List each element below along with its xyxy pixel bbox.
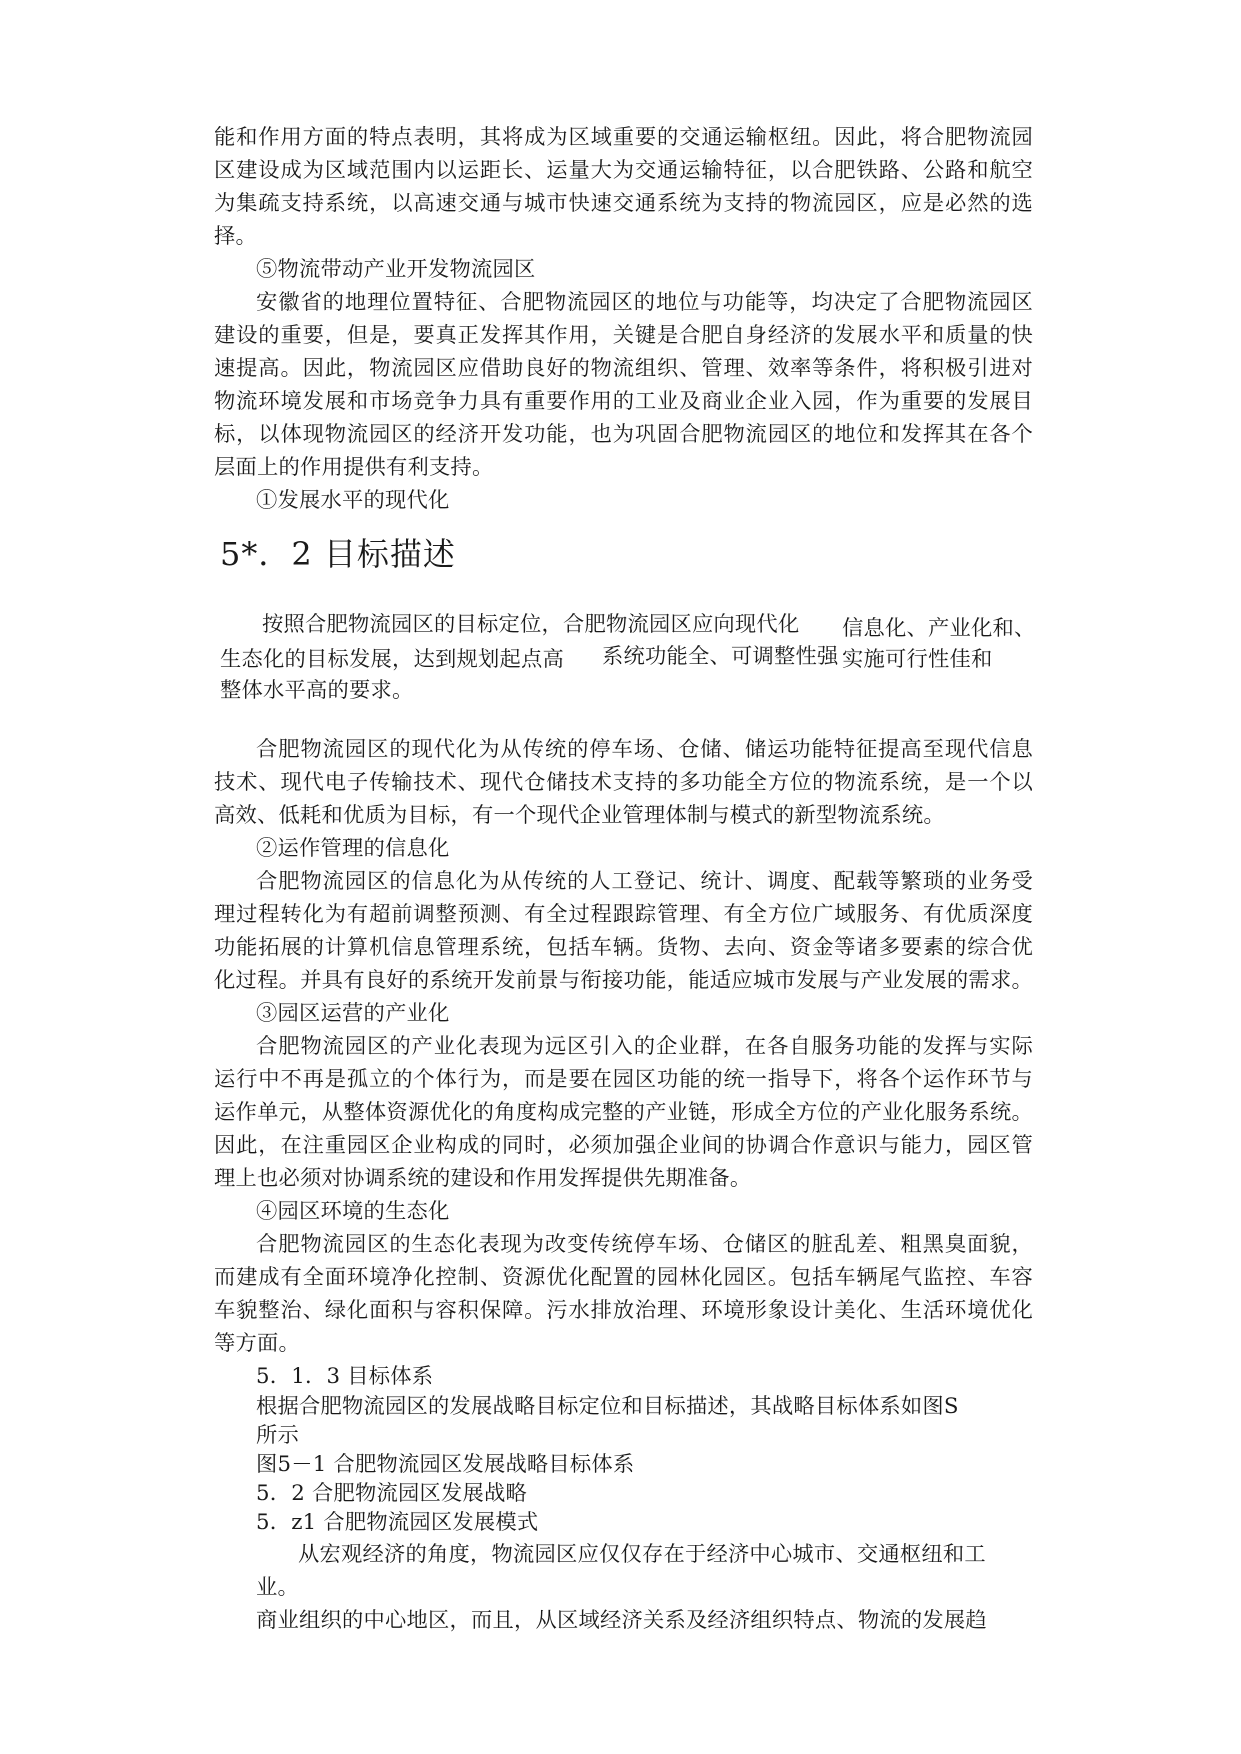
paragraph-line: 层面上的作用提供有利支持。 bbox=[214, 455, 494, 480]
paragraph-line: 安徽省的地理位置特征、合肥物流园区的地位与功能等，均决定了合肥物流园区 bbox=[256, 290, 1033, 315]
paragraph-line: 合肥物流园区的信息化为从传统的人工登记、统计、调度、配载等繁琐的业务受 bbox=[256, 869, 1033, 894]
paragraph-line: 功能拓展的计算机信息管理系统，包括车辆。货物、去向、资金等诸多要素的综合优 bbox=[214, 935, 1033, 960]
list-item-heading: ④园区环境的生态化 bbox=[256, 1199, 450, 1224]
paragraph-line: 整体水平高的要求。 bbox=[220, 678, 414, 703]
paragraph-line: 合肥物流园区的产业化表现为远区引入的企业群，在各自服务功能的发挥与实际 bbox=[256, 1034, 1033, 1059]
figure-caption: 图5－1 合肥物流园区发展战略目标体系 bbox=[256, 1452, 635, 1477]
paragraph-line: 标，以体现物流园区的经济开发功能，也为巩固合肥物流园区的地位和发挥其在各个 bbox=[214, 422, 1033, 447]
list-item-heading: ②运作管理的信息化 bbox=[256, 836, 450, 861]
paragraph-line: 按照合肥物流园区的目标定位，合肥物流园区应向现代化 bbox=[262, 612, 800, 637]
paragraph-line: 根据合肥物流园区的发展战略目标定位和目标描述，其战略目标体系如图S bbox=[256, 1394, 959, 1419]
paragraph-line: 技术、现代电子传输技术、现代仓储技术支持的多功能全方位的物流系统，是一个以 bbox=[214, 770, 1033, 795]
paragraph-line: 因此，在注重园区企业构成的同时，必须加强企业间的协调合作意识与能力，园区管 bbox=[214, 1133, 1033, 1158]
paragraph-line: 而建成有全面环境净化控制、资源优化配置的园林化园区。包括车辆尾气监控、车容 bbox=[214, 1265, 1033, 1290]
subsection-heading: 5．1．3 目标体系 bbox=[256, 1364, 434, 1389]
paragraph-line: 生态化的目标发展，达到规划起点高 bbox=[220, 647, 564, 672]
paragraph-line: 高效、低耗和优质为目标，有一个现代企业管理体制与模式的新型物流系统。 bbox=[214, 803, 945, 828]
paragraph-line: 为集疏支持系统，以高速交通与城市快速交通系统为支持的物流园区，应是必然的选 bbox=[214, 191, 1033, 216]
paragraph-line-fragment: 系统功能全、可调整性强 bbox=[602, 644, 839, 669]
paragraph-line: 物流环境发展和市场竞争力具有重要作用的工业及商业企业入园，作为重要的发展目 bbox=[214, 389, 1033, 414]
paragraph-line: 合肥物流园区的生态化表现为改变传统停车场、仓储区的脏乱差、粗黑臭面貌， bbox=[256, 1232, 1033, 1257]
paragraph-line: 速提高。因此，物流园区应借助良好的物流组织、管理、效率等条件，将积极引进对 bbox=[214, 356, 1033, 381]
paragraph-line: 车貌整治、绿化面积与容积保障。污水排放治理、环境形象设计美化、生活环境优化 bbox=[214, 1298, 1033, 1323]
paragraph-line-fragment: 实施可行性佳和 bbox=[842, 647, 993, 672]
paragraph-line: 商业组织的中心地区，而且，从区域经济关系及经济组织特点、物流的发展趋 bbox=[256, 1608, 987, 1633]
paragraph-line: 从宏观经济的角度，物流园区应仅仅存在于经济中心城市、交通枢纽和工 bbox=[298, 1542, 986, 1567]
paragraph-line: 择。 bbox=[214, 224, 257, 249]
paragraph-line: 理上也必须对协调系统的建设和作用发挥提供先期准备。 bbox=[214, 1166, 752, 1191]
paragraph-line: 等方面。 bbox=[214, 1331, 300, 1356]
paragraph-line: 能和作用方面的特点表明，其将成为区域重要的交通运输枢纽。因此，将合肥物流园 bbox=[214, 125, 1033, 150]
list-item-heading: ①发展水平的现代化 bbox=[256, 488, 450, 513]
paragraph-line: 所示 bbox=[256, 1423, 299, 1448]
paragraph-line-fragment: 信息化、产业化和、 bbox=[842, 616, 1036, 641]
paragraph-line: 建设的重要，但是，要真正发挥其作用，关键是合肥自身经济的发展水平和质量的快 bbox=[214, 323, 1033, 348]
list-item-heading: ③园区运营的产业化 bbox=[256, 1001, 450, 1026]
section-heading: 5*．2 目标描述 bbox=[220, 535, 456, 573]
paragraph-line: 运作单元，从整体资源优化的角度构成完整的产业链，形成全方位的产业化服务系统。 bbox=[214, 1100, 1033, 1125]
list-item-heading: ⑤物流带动产业开发物流园区 bbox=[256, 257, 536, 282]
paragraph-line: 化过程。并具有良好的系统开发前景与衔接功能，能适应城市发展与产业发展的需求。 bbox=[214, 968, 1033, 993]
subsection-heading: 5．z1 合肥物流园区发展模式 bbox=[256, 1510, 539, 1535]
paragraph-line: 理过程转化为有超前调整预测、有全过程跟踪管理、有全方位广域服务、有优质深度 bbox=[214, 902, 1033, 927]
paragraph-line: 区建设成为区域范围内以运距长、运量大为交通运输特征，以合肥铁路、公路和航空 bbox=[214, 158, 1033, 183]
paragraph-line: 运行中不再是孤立的个体行为，而是要在园区功能的统一指导下，将各个运作环节与 bbox=[214, 1067, 1033, 1092]
section-heading-small: 5．2 合肥物流园区发展战略 bbox=[256, 1481, 527, 1506]
paragraph-line: 合肥物流园区的现代化为从传统的停车场、仓储、储运功能特征提高至现代信息 bbox=[256, 737, 1033, 762]
paragraph-line: 业。 bbox=[256, 1575, 299, 1600]
